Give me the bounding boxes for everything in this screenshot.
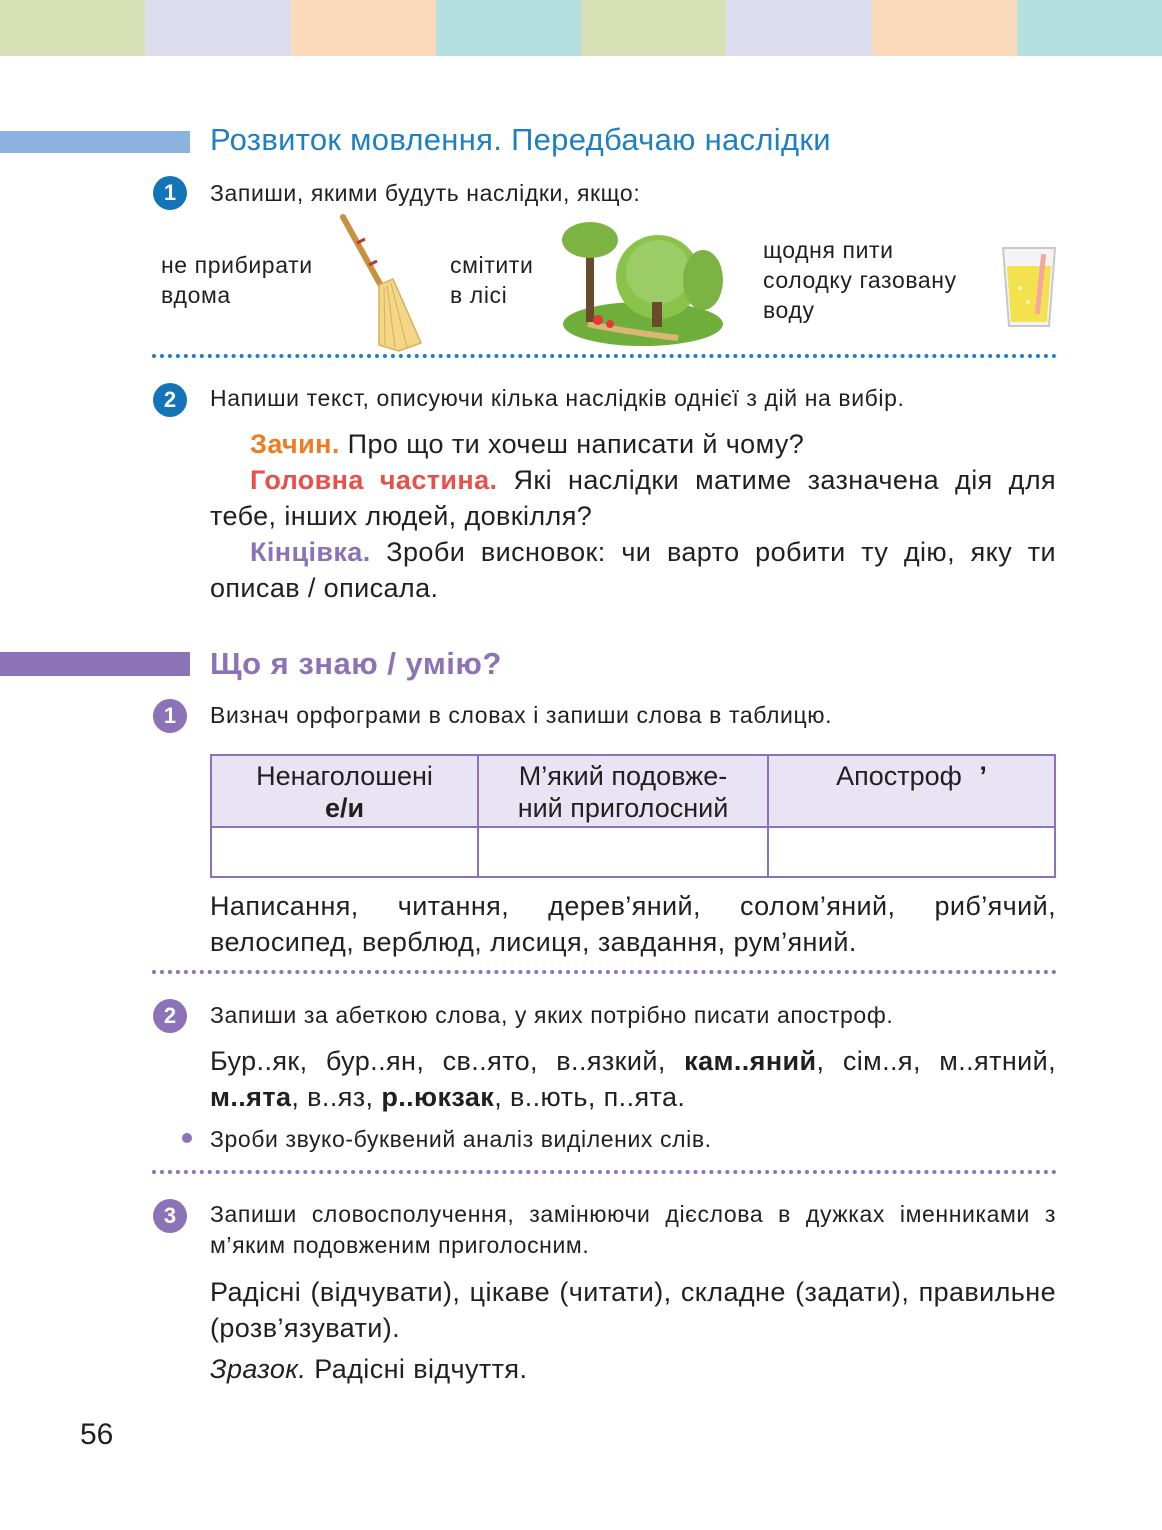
section-bar-blue (0, 131, 190, 153)
task-number-badge: 3 (153, 1199, 187, 1233)
orthogram-table (210, 754, 1056, 878)
header-line: Апостроф (836, 761, 962, 791)
dotted-divider (152, 970, 1057, 974)
table-cell-empty[interactable] (211, 827, 478, 877)
item-line: воду (763, 297, 815, 323)
section-title: Розвиток мовлення. Передбачаю наслідки (210, 122, 831, 157)
table-header-cell (478, 755, 768, 827)
header-line: Ненаголошені (256, 761, 433, 791)
word-list: Написання, читання, дерев’яний, солом’яний, риб’ячий, велосипед, верблюд, лисиця, завдання, рум’яний. (210, 891, 1056, 957)
task-instruction: Запиши за абеткою слова, у яких потрібно писати апостроф. (210, 1002, 894, 1028)
sample-line (210, 1351, 1056, 1387)
consequence-item-forest (450, 250, 533, 310)
strip-segment (291, 0, 436, 56)
table-header-row (211, 755, 1055, 827)
task-number-badge: 2 (153, 999, 187, 1033)
table-cell-empty[interactable] (478, 827, 768, 877)
strip-segment (436, 0, 581, 56)
consequence-item-soda (763, 235, 957, 325)
word-part: Бур..як, бур..ян, св..ято, в..язкий, (210, 1046, 685, 1076)
broom-icon (335, 213, 430, 353)
task-number-badge: 1 (153, 176, 187, 210)
plan-end (210, 534, 1056, 606)
task-number-badge: 1 (153, 699, 187, 733)
intro-label: Зачин. (250, 429, 340, 459)
item-line: не прибирати (161, 252, 313, 278)
dotted-divider (152, 1170, 1057, 1174)
word-part-bold: р..юкзак (381, 1082, 495, 1112)
header-line: М’який подовже- (518, 761, 728, 791)
item-line: вдома (161, 282, 231, 308)
item-line: в лісі (450, 282, 508, 308)
item-line: щодня пити (763, 237, 894, 263)
sample-label: Зразок. (210, 1354, 307, 1384)
word-part: , сім..я, м..ятний, (816, 1046, 1057, 1076)
task-instruction: Запиши словосполучення, замінюючи дієслова в дужках іменниками з м’яким подовженим приголосним. (210, 1201, 1056, 1258)
task-instruction: Напиши текст, описуючи кілька наслідків однієї з дій на вибір. (210, 385, 905, 411)
main-text: Які наслідки матиме зазначена дія для тебе, інших людей, довкілля? (210, 465, 1056, 531)
task-instruction: Запиши, якими будуть наслідки, якщо: (210, 180, 641, 206)
consequence-item-home (161, 250, 313, 310)
plan-intro (250, 426, 1056, 462)
header-line: ний приголосний (517, 793, 729, 823)
end-text: Зроби висновок: чи варто робити ту дію, яку ти описав / описала. (210, 537, 1056, 603)
apostrophe-mark: ’ (979, 761, 987, 791)
strip-segment (0, 0, 145, 56)
item-line: солодку газовану (763, 267, 957, 293)
strip-segment (1017, 0, 1162, 56)
soda-glass-icon (1000, 244, 1058, 330)
section-bar-purple (0, 652, 190, 676)
word-list (210, 1043, 1056, 1115)
item-line: смітити (450, 252, 534, 278)
strip-segment (581, 0, 726, 56)
task-instruction: Визнач орфограми в словах і запиши слова в таблицю. (210, 702, 833, 728)
strip-segment (726, 0, 871, 56)
word-list: Радісні (відчувати), цікаве (читати), складне (задати), правильне (розв’язувати). (210, 1277, 1056, 1343)
dotted-divider (152, 354, 1057, 358)
page-number: 56 (80, 1418, 114, 1451)
end-label: Кінцівка. (250, 537, 371, 567)
table-row (211, 827, 1055, 877)
strip-segment (145, 0, 290, 56)
table-header-cell (768, 755, 1055, 827)
strip-segment (872, 0, 1017, 56)
word-part: , в..ють, п..ята. (494, 1082, 686, 1112)
sample-text: Радісні відчуття. (306, 1354, 528, 1384)
table-cell-empty[interactable] (768, 827, 1055, 877)
plan-main (210, 462, 1056, 534)
header-line: е/и (324, 793, 365, 823)
main-label: Головна частина. (250, 465, 498, 495)
table-header-cell (211, 755, 478, 827)
intro-text: Про що ти хочеш написати й чому? (339, 429, 805, 459)
bullet-instruction: Зроби звуко-буквений аналіз виділених слів. (210, 1126, 712, 1152)
task-number-badge: 2 (153, 383, 187, 417)
word-part-bold: м..ята (210, 1082, 292, 1112)
section-title: Що я знаю / умію? (210, 646, 502, 681)
top-color-strip (0, 0, 1162, 56)
word-part-bold: кам..яний (684, 1046, 817, 1076)
forest-icon (558, 212, 723, 347)
bullet-dot (182, 1133, 192, 1143)
word-part: , в..яз, (291, 1082, 382, 1112)
